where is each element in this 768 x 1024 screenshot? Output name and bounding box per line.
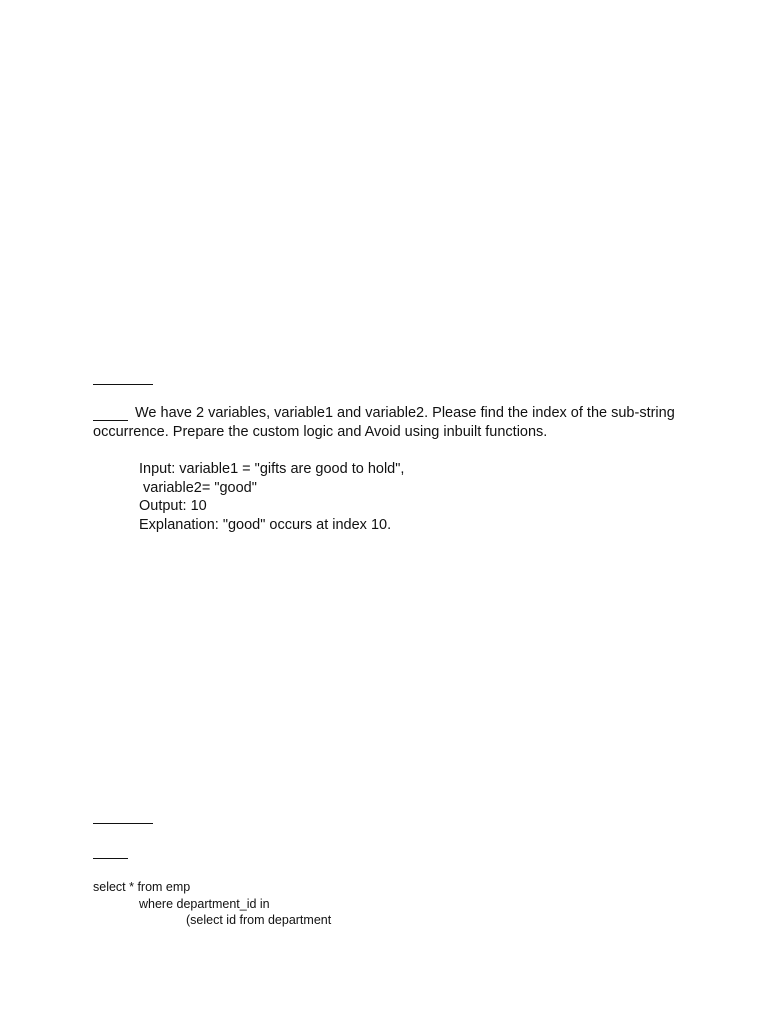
example-input-line: Input: variable1 = "gifts are good to hold", <box>139 461 405 477</box>
example-variable2-line: variable2= "good" <box>143 480 257 496</box>
section-divider-rule <box>93 823 153 824</box>
answer-blank-line <box>93 420 128 421</box>
section-divider-rule <box>93 384 153 385</box>
sql-line-1: select * from emp <box>93 880 191 894</box>
answer-blank-line <box>93 858 128 859</box>
example-explanation-line: Explanation: "good" occurs at index 10. <box>139 517 392 533</box>
example-output-line: Output: 10 <box>139 498 207 514</box>
sql-line-2: where department_id in <box>139 897 270 911</box>
question-text-line-1: We have 2 variables, variable1 and variable2. Please find the index of the sub-string <box>135 405 675 421</box>
question-text-line-2: occurrence. Prepare the custom logic and Avoid using inbuilt functions. <box>93 424 548 440</box>
sql-line-3: (select id from department <box>186 913 332 927</box>
